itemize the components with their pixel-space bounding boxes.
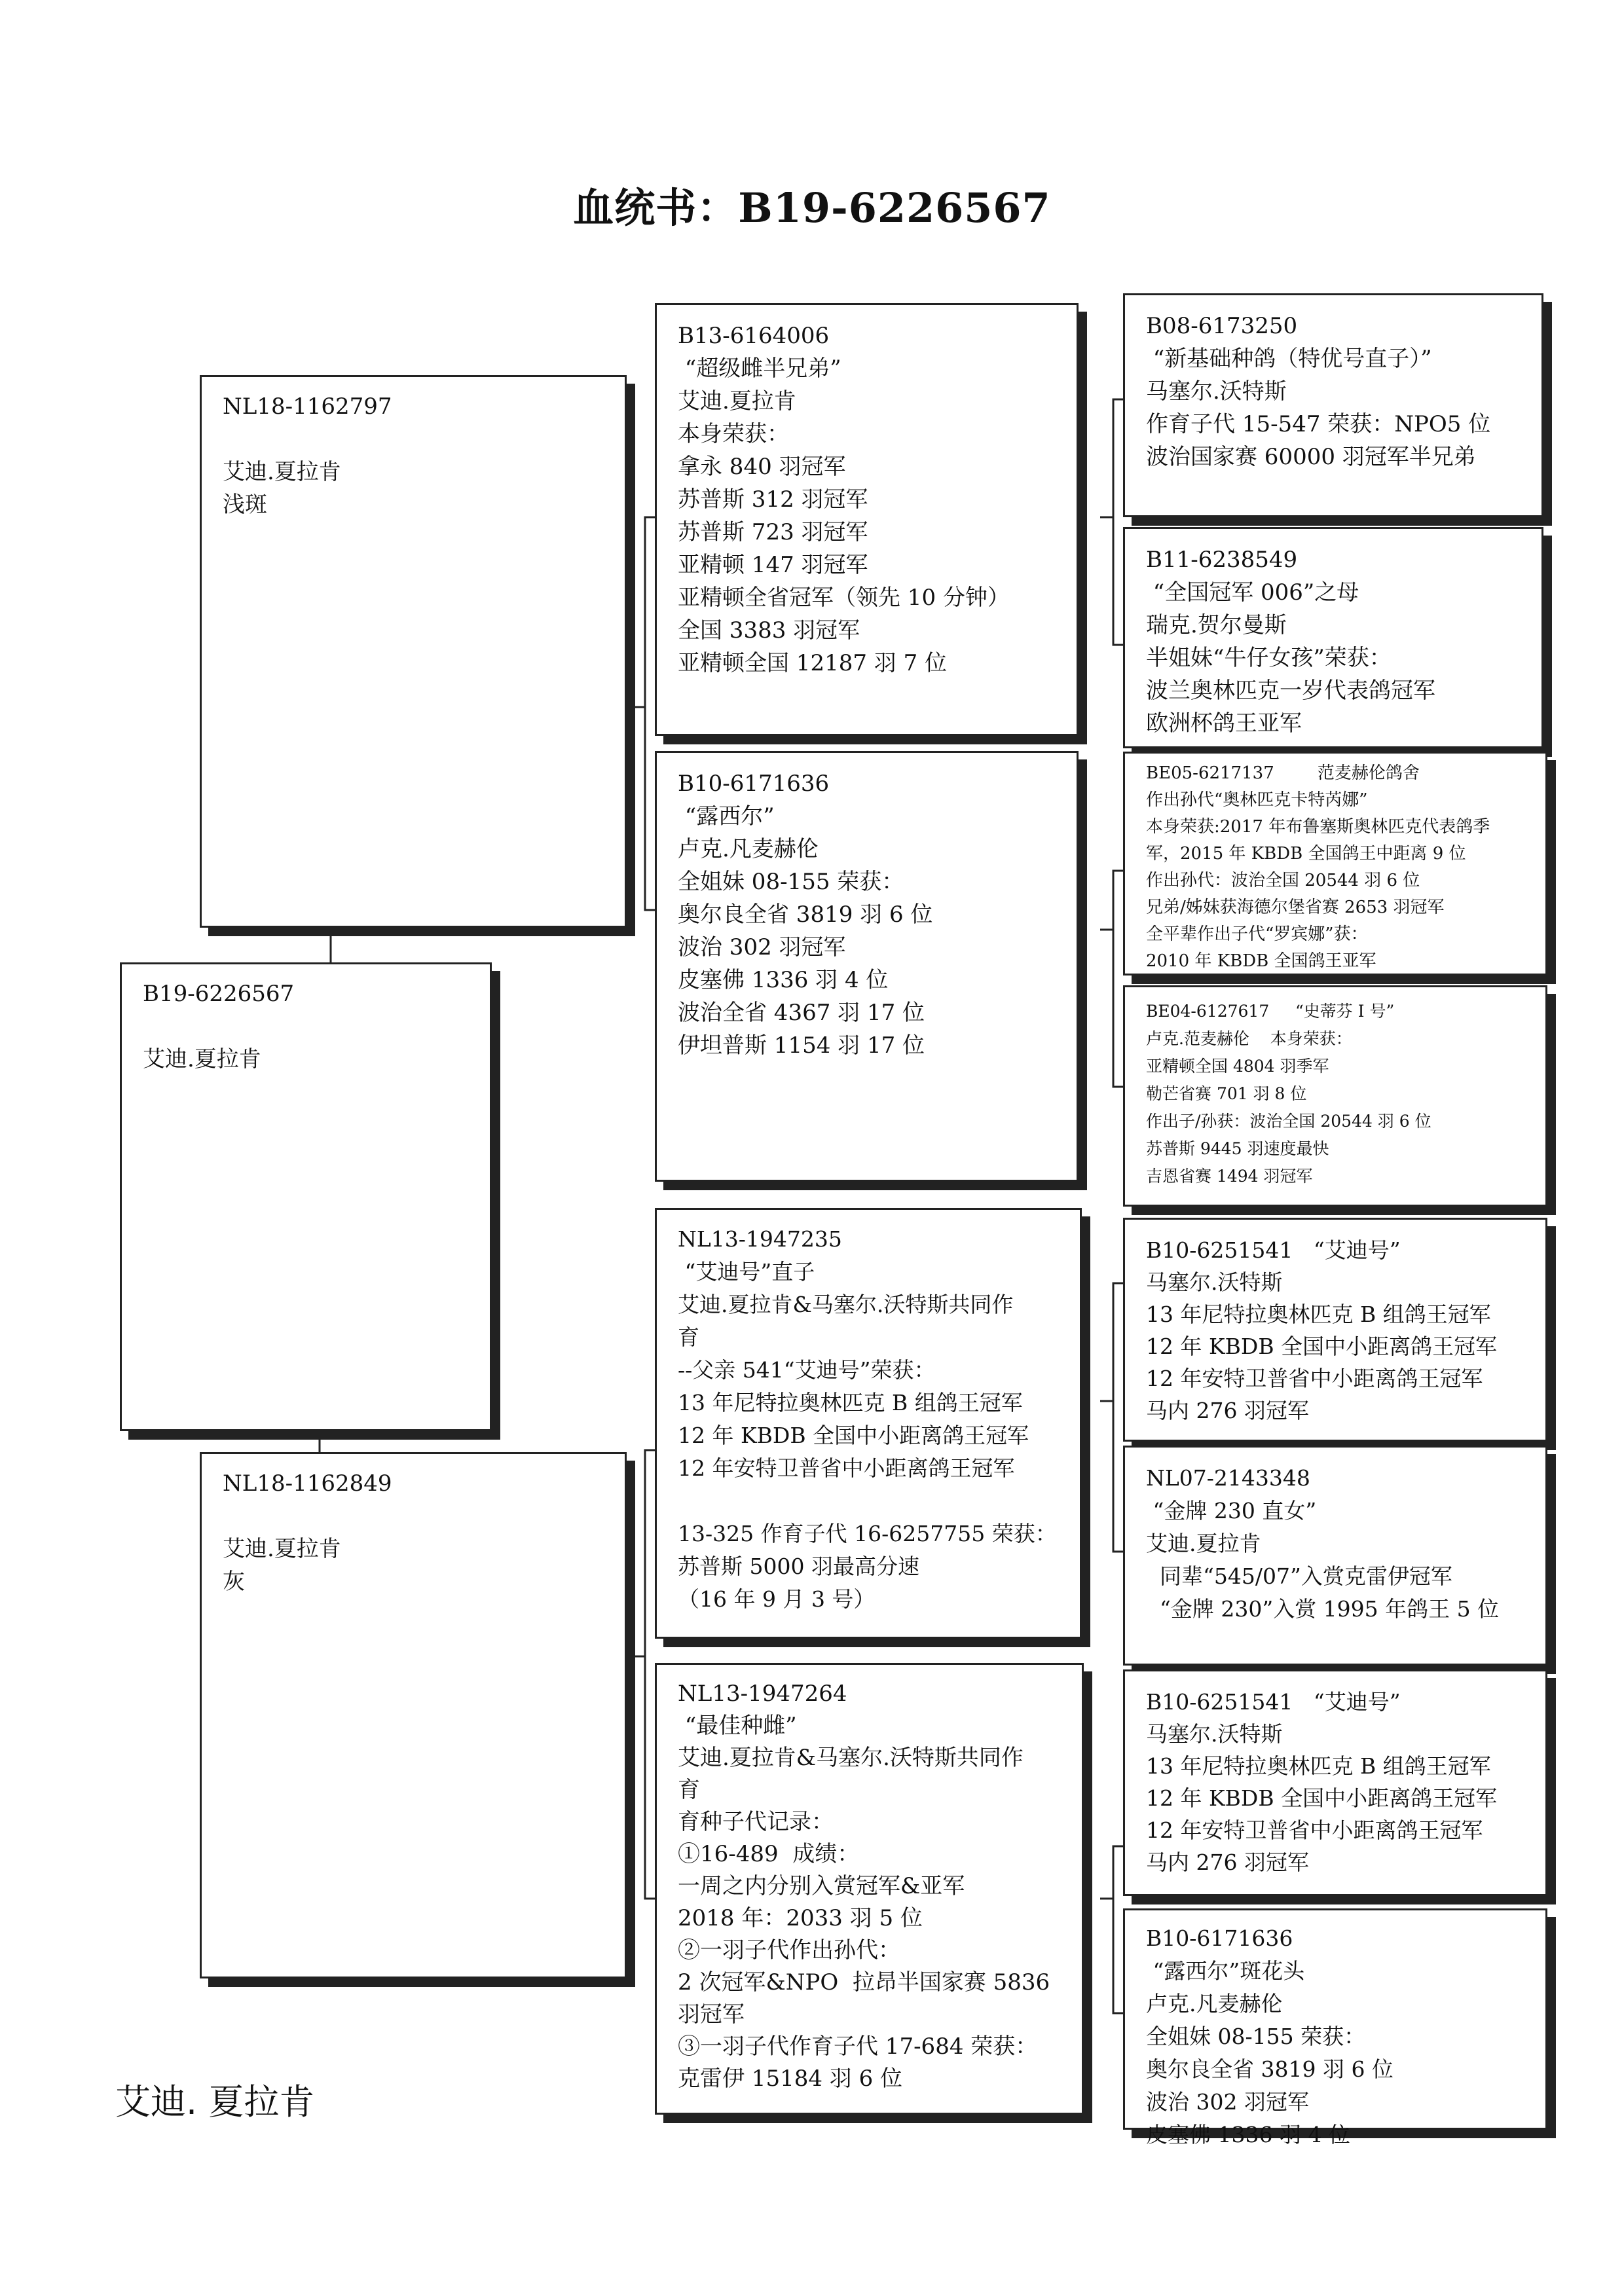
dd-sire-line: 12 年 KBDB 全国中小距离鸽王冠军 (1146, 1785, 1498, 1811)
dam-sire-line: “艾迪号”直子 (678, 1259, 815, 1285)
sd-sire-line: BE05-6217137 范麦赫伦鸽舍 (1146, 763, 1420, 783)
dam-dam-line: 艾迪.夏拉肯&马塞尔.沃特斯共同作 (678, 1745, 1024, 1771)
ds-dam-line: NL07-2143348 (1146, 1465, 1310, 1491)
dam-dam-line: ③一羽子代作育子代 17-684 荣获： (678, 2033, 1038, 2060)
ss-dam-line: 波兰奥林匹克一岁代表鸽冠军 (1146, 678, 1435, 704)
dam-line (223, 1500, 625, 1533)
ss-dam-line: 欧洲杯鸽王亚军 (1146, 710, 1302, 737)
dam-sire-line: 12 年 KBDB 全国中小距离鸽王冠军 (678, 1423, 1029, 1448)
ss-dam-line: 半姐妹“牛仔女孩”荣获： (1146, 645, 1392, 671)
ss-sire-box (1123, 293, 1543, 517)
dam-sire-line: --父亲 541“艾迪号”荣获： (678, 1357, 936, 1383)
sd-dam-line: 苏普斯 9445 羽速度最快 (1146, 1139, 1329, 1158)
dam-dam-line: ②一羽子代作出孙代： (678, 1937, 900, 1963)
sire-dam-line: 伊坦普斯 1154 羽 17 位 (678, 1032, 925, 1059)
sire-line (223, 423, 625, 456)
dam-sire-line (678, 1485, 1080, 1518)
ds-sire-box (1123, 1218, 1547, 1442)
sire-dam-box (655, 751, 1079, 1182)
dam-sire-line: （16 年 9 月 3 号） (678, 1586, 876, 1612)
dam-dam-line: 克雷伊 15184 羽 6 位 (678, 2066, 903, 2092)
dd-sire-line: 12 年安特卫普省中小距离鸽王冠军 (1146, 1817, 1483, 1843)
sire-sire-line: B13-6164006 (678, 323, 830, 349)
sire-dam-line: 全姐妹 08-155 荣获： (678, 869, 904, 895)
subject-line: 艾迪.夏拉肯 (143, 1046, 261, 1072)
sire-sire-box (655, 303, 1079, 736)
ds-sire-line: 马内 276 羽冠军 (1146, 1398, 1309, 1423)
sd-sire-line: 本身荣获:2017 年布鲁塞斯奥林匹克代表鸽季 (1146, 817, 1490, 837)
dd-dam-line: 波治 302 羽冠军 (1146, 2089, 1309, 2115)
ss-dam-line: “全国冠军 006”之母 (1146, 579, 1359, 606)
dam-dam-line: 2018 年：2033 羽 5 位 (678, 1905, 923, 1931)
dam-dam-line: NL13-1947264 (678, 1681, 847, 1707)
dam-line: 艾迪.夏拉肯 (223, 1536, 341, 1562)
dd-dam-line: 皮塞佛 1336 羽 4 位 (1146, 2122, 1350, 2147)
sire-dam-line: 奥尔良全省 3819 羽 6 位 (678, 902, 933, 928)
dd-dam-line: B10-6171636 (1146, 1925, 1293, 1951)
sd-dam-line: BE04-6127617 “史蒂芬 I 号” (1146, 1002, 1395, 1021)
dam-sire-line: 12 年安特卫普省中小距离鸽王冠军 (678, 1455, 1015, 1481)
sire-sire-line: 艾迪.夏拉肯 (678, 388, 796, 414)
dam-dam-line: 育种子代记录： (678, 1809, 834, 1835)
dam-dam-line: 2 次冠军&NPO 拉昂半国家赛 5836 (678, 1969, 1050, 1995)
sd-dam-line: 作出子/孙获：波治全国 20544 羽 6 位 (1146, 1112, 1431, 1131)
sire-sire-line: 苏普斯 312 羽冠军 (678, 486, 868, 513)
breeder-name-footer: 艾迪. 夏拉肯 (115, 2081, 315, 2123)
ds-dam-line: 艾迪.夏拉肯 (1146, 1531, 1261, 1556)
sire-line: 浅斑 (223, 492, 267, 518)
ss-sire-line: B08-6173250 (1146, 313, 1298, 339)
dam-sire-line: 艾迪.夏拉肯&马塞尔.沃特斯共同作 (678, 1292, 1014, 1317)
sire-sire-line: 拿永 840 羽冠军 (678, 454, 846, 480)
ss-dam-box (1123, 527, 1543, 748)
dd-sire-box (1123, 1669, 1547, 1896)
dam-dam-line: 一周之内分别入赏冠军&亚军 (678, 1873, 965, 1899)
sd-dam-box (1123, 985, 1547, 1207)
dam-sire-line: 育 (678, 1324, 699, 1350)
dam-sire-line: 13 年尼特拉奥林匹克 B 组鸽王冠军 (678, 1390, 1023, 1415)
sire-line: NL18-1162797 (223, 393, 392, 420)
ss-dam-line: 瑞克.贺尔曼斯 (1146, 612, 1287, 638)
sd-dam-line: 亚精顿全国 4804 羽季军 (1146, 1057, 1329, 1076)
ds-dam-box (1123, 1446, 1547, 1666)
ds-sire-line: B10-6251541 “艾迪号” (1146, 1237, 1401, 1263)
sire-dam-line: 卢克.凡麦赫伦 (678, 836, 819, 862)
dam-dam-line: 羽冠军 (678, 2001, 745, 2028)
pedigree-title: 血统书：B19-6226567 (573, 184, 1051, 232)
sire-sire-line: 苏普斯 723 羽冠军 (678, 519, 868, 545)
ds-dam-line: 同辈“545/07”入赏克雷伊冠军 (1146, 1563, 1452, 1589)
sire-dam-line: 皮塞佛 1336 羽 4 位 (678, 967, 889, 993)
ds-sire-line: 12 年 KBDB 全国中小距离鸽王冠军 (1146, 1334, 1498, 1359)
dam-line: NL18-1162849 (223, 1470, 392, 1497)
dd-sire-line: 马塞尔.沃特斯 (1146, 1721, 1283, 1747)
ds-sire-line: 13 年尼特拉奥林匹克 B 组鸽王冠军 (1146, 1302, 1491, 1327)
dam-dam-box (655, 1663, 1084, 2115)
ss-sire-line: 马塞尔.沃特斯 (1146, 378, 1287, 405)
sire-dam-line: “露西尔” (678, 803, 775, 829)
sd-dam-line: 吉恩省赛 1494 羽冠军 (1146, 1167, 1313, 1186)
sd-sire-line: 全平辈作出子代“罗宾娜”获： (1146, 924, 1368, 944)
ss-sire-line: 作育子代 15-547 荣获：NPO5 位 (1146, 411, 1491, 437)
sire-line: 艾迪.夏拉肯 (223, 459, 341, 485)
dam-sire-line: 苏普斯 5000 羽最高分速 (678, 1554, 919, 1579)
dam-sire-box (655, 1208, 1082, 1639)
sire-sire-line: 亚精顿全国 12187 羽 7 位 (678, 650, 948, 676)
sd-sire-box (1123, 752, 1547, 975)
sire-sire-line: 全国 3383 羽冠军 (678, 617, 860, 644)
sire-box (200, 375, 627, 928)
sd-sire-line: 作出孙代：波治全国 20544 羽 6 位 (1146, 871, 1420, 890)
dam-sire-line: 13-325 作育子代 16-6257755 荣获： (678, 1521, 1057, 1546)
ss-sire-line: “新基础种鸽（特优号直子）” (1146, 346, 1432, 372)
dam-box (200, 1452, 627, 1978)
dd-sire-line: 13 年尼特拉奥林匹克 B 组鸽王冠军 (1146, 1753, 1491, 1779)
ds-dam-line: “金牌 230 直女” (1146, 1498, 1317, 1523)
sire-sire-line: 亚精顿 147 羽冠军 (678, 552, 868, 578)
dd-sire-line: B10-6251541 “艾迪号” (1146, 1689, 1401, 1715)
ds-sire-line: 马塞尔.沃特斯 (1146, 1269, 1283, 1295)
sd-dam-line: 勒芒省赛 701 羽 8 位 (1146, 1084, 1307, 1103)
dam-dam-line: “最佳种雌” (678, 1713, 797, 1739)
subject-line: B19-6226567 (143, 981, 295, 1007)
dam-dam-line: ①16-489 成绩： (678, 1841, 860, 1867)
sd-sire-line: 2010 年 KBDB 全国鸽王亚军 (1146, 951, 1376, 971)
dam-sire-line: NL13-1947235 (678, 1226, 842, 1252)
dam-dam-line: 育 (678, 1777, 700, 1803)
sire-dam-line: 波治 302 羽冠军 (678, 934, 846, 960)
dd-dam-line: 卢克.凡麦赫伦 (1146, 1991, 1283, 2016)
sire-sire-line: 本身荣获： (678, 421, 789, 447)
sire-sire-line: “超级雌半兄弟” (678, 355, 841, 382)
dd-dam-line: 全姐妹 08-155 荣获： (1146, 2024, 1366, 2049)
dd-sire-line: 马内 276 羽冠军 (1146, 1850, 1309, 1875)
ss-sire-line: 波治国家赛 60000 羽冠军半兄弟 (1146, 444, 1476, 470)
dd-dam-box (1123, 1908, 1547, 2147)
sd-sire-line: 作出孙代“奥林匹克卡特芮娜” (1146, 790, 1368, 810)
sire-sire-line: 亚精顿全省冠军（领先 10 分钟） (678, 585, 1010, 611)
dd-dam-line: 奥尔良全省 3819 羽 6 位 (1146, 2056, 1393, 2082)
sd-sire-line: 军，2015 年 KBDB 全国鸽王中距离 9 位 (1146, 844, 1466, 864)
subject-bird-box (120, 962, 492, 1431)
sire-dam-line: 波治全省 4367 羽 17 位 (678, 1000, 925, 1026)
ss-dam-line: B11-6238549 (1146, 547, 1298, 573)
subject-line (143, 1010, 490, 1043)
ds-dam-line: “金牌 230”入赏 1995 年鸽王 5 位 (1146, 1596, 1500, 1622)
ds-sire-line: 12 年安特卫普省中小距离鸽王冠军 (1146, 1366, 1483, 1391)
sd-dam-line: 卢克.范麦赫伦 本身荣获： (1146, 1029, 1352, 1048)
dd-dam-line: “露西尔”斑花头 (1146, 1958, 1305, 1984)
dam-line: 灰 (223, 1569, 245, 1595)
sd-sire-line: 兄弟/姊妹获海德尔堡省赛 2653 羽冠军 (1146, 898, 1445, 917)
sire-dam-line: B10-6171636 (678, 771, 830, 797)
